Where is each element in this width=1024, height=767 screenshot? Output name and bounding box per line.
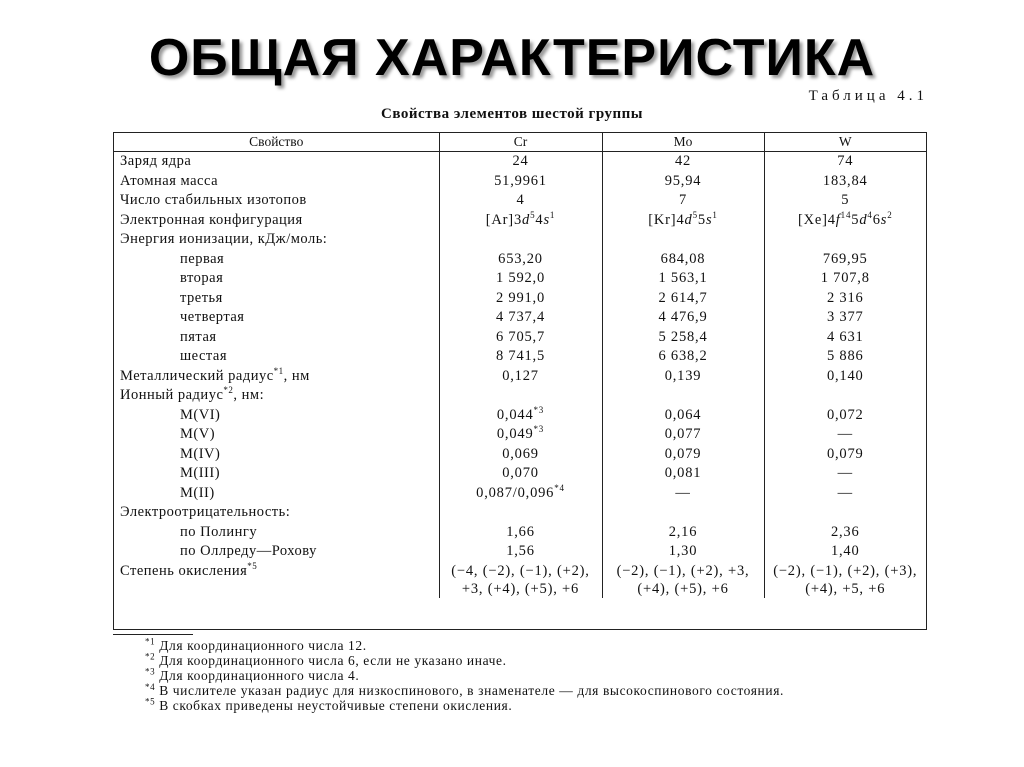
row-label: Электроотрицательность: bbox=[120, 504, 291, 520]
footnotes bbox=[113, 638, 925, 713]
table-row bbox=[114, 367, 926, 387]
table-row bbox=[114, 211, 926, 231]
table-row bbox=[114, 386, 926, 406]
cell-mo: $[Kr]4d^55s^1$ bbox=[602, 211, 764, 231]
table-row bbox=[114, 484, 926, 504]
table-header-row bbox=[114, 133, 926, 152]
cell-w: 1 707,8 bbox=[764, 269, 926, 289]
row-label: M(VI) bbox=[180, 406, 221, 423]
cell-w: 2 316 bbox=[764, 289, 926, 309]
header-w: W bbox=[764, 133, 926, 152]
cell-w: 0,079 bbox=[764, 445, 926, 465]
cell-cr: 0,049$^{*3}$ bbox=[439, 425, 602, 445]
table-row bbox=[114, 425, 926, 445]
table-row bbox=[114, 542, 926, 562]
cell-mo: 4 476,9 bbox=[602, 308, 764, 328]
footnote: $^{*2}$ Для координационного числа 6, если не указано иначе. bbox=[145, 651, 507, 668]
slide-title: ОБЩАЯ ХАРАКТЕРИСТИКА bbox=[148, 29, 876, 87]
cell-w: 1,40 bbox=[764, 542, 926, 562]
table-row bbox=[114, 445, 926, 465]
table-row bbox=[114, 269, 926, 289]
footnote: $^{*5}$ В скобках приведены неустойчивые степени окисления. bbox=[145, 696, 513, 713]
table-row bbox=[114, 503, 926, 523]
cell-w: 0,072 bbox=[764, 406, 926, 426]
row-label: вторая bbox=[180, 270, 224, 286]
table-row bbox=[114, 523, 926, 543]
cell-w: 769,95 bbox=[764, 250, 926, 270]
row-label: по Полингу bbox=[180, 523, 258, 540]
footnote: $^{*1}$ Для координационного числа 12. bbox=[145, 636, 367, 653]
table-row bbox=[114, 328, 926, 348]
cell-mo: 1 563,1 bbox=[602, 269, 764, 289]
row-label: M(III) bbox=[180, 465, 221, 481]
cell-mo: 6 638,2 bbox=[602, 347, 764, 367]
header-cr: Cr bbox=[439, 133, 602, 152]
cell-cr: 0,127 bbox=[439, 367, 602, 387]
row-label: Число стабильных изотопов bbox=[120, 192, 307, 208]
row-label: M(IV) bbox=[180, 445, 221, 462]
cell-w: 4 631 bbox=[764, 328, 926, 348]
cell-cr: 6 705,7 bbox=[439, 328, 602, 348]
cell-w: 0,140 bbox=[764, 367, 926, 387]
cell-w: 183,84 bbox=[764, 172, 926, 192]
cell-mo: 684,08 bbox=[602, 250, 764, 270]
row-label: третья bbox=[180, 289, 223, 306]
cell-cr: $[Ar]3d^54s^1$ bbox=[439, 211, 602, 231]
table-row bbox=[114, 464, 926, 484]
row-label: Энергия ионизации, кДж/моль: bbox=[120, 231, 328, 247]
cell-cr: 1,66 bbox=[439, 523, 602, 543]
table-number: Таблица 4.1 bbox=[808, 88, 928, 104]
footnote: $^{*3}$ Для координационного числа 4. bbox=[145, 666, 360, 683]
cell-mo: 7 bbox=[602, 191, 764, 211]
cell-cr: 1 592,0 bbox=[439, 269, 602, 289]
cell-cr: 0,044$^{*3}$ bbox=[439, 406, 602, 426]
table-caption: Свойства элементов шестой группы bbox=[381, 106, 643, 122]
table-row bbox=[114, 347, 926, 367]
cell-w: 2,36 bbox=[764, 523, 926, 543]
cell-mo: 42 bbox=[602, 152, 764, 172]
row-label: M(II) bbox=[180, 484, 215, 501]
cell-mo: (−2), (−1), (+2), +3, (+4), (+5), +6 bbox=[602, 562, 764, 598]
cell-w: 5 bbox=[764, 191, 926, 211]
table-row bbox=[114, 308, 926, 328]
cell-mo: 2,16 bbox=[602, 523, 764, 543]
cell-w: $[Xe]4f^{14}5d^46s^2$ bbox=[764, 211, 926, 231]
table-row bbox=[114, 191, 926, 211]
cell-w: — bbox=[764, 464, 926, 484]
table-row bbox=[114, 250, 926, 270]
row-label: Степень окисления$^{*5}$ bbox=[120, 560, 258, 579]
cell-mo: — bbox=[602, 484, 764, 504]
row-label: пятая bbox=[180, 328, 217, 345]
cell-mo: 0,079 bbox=[602, 445, 764, 465]
table-row bbox=[114, 562, 926, 598]
cell-mo: 0,064 bbox=[602, 406, 764, 426]
cell-mo: 95,94 bbox=[602, 172, 764, 192]
row-label: M(V) bbox=[180, 426, 216, 442]
cell-mo: 0,139 bbox=[602, 367, 764, 387]
cell-w: — bbox=[764, 484, 926, 504]
cell-w: (−2), (−1), (+2), (+3), (+4), +5, +6 bbox=[764, 562, 926, 598]
cell-w: 5 886 bbox=[764, 347, 926, 367]
cell-w: — bbox=[764, 425, 926, 445]
row-label: Атомная масса bbox=[120, 172, 219, 189]
row-label: Металлический радиус$^{*1}$, нм bbox=[120, 365, 310, 384]
cell-mo: 1,30 bbox=[602, 542, 764, 562]
cell-cr: 0,070 bbox=[439, 464, 602, 484]
row-label: первая bbox=[180, 250, 225, 267]
header-mo: Mo bbox=[602, 133, 764, 152]
row-label: по Оллреду—Рохову bbox=[180, 543, 317, 559]
table-row bbox=[114, 406, 926, 426]
footnote: $^{*4}$ В числителе указан радиус для низкоспинового, в знаменателе — для высокоспинового состояния. bbox=[145, 681, 784, 698]
table-row bbox=[114, 230, 926, 250]
cell-cr: (−4, (−2), (−1), (+2), +3, (+4), (+5), +6 bbox=[439, 562, 602, 598]
row-label: Заряд ядра bbox=[120, 153, 192, 169]
cell-mo: 5 258,4 bbox=[602, 328, 764, 348]
cell-w: 74 bbox=[764, 152, 926, 172]
cell-cr: 8 741,5 bbox=[439, 347, 602, 367]
cell-w: 3 377 bbox=[764, 308, 926, 328]
cell-cr: 0,087/0,096$^{*4}$ bbox=[439, 484, 602, 504]
row-label: шестая bbox=[180, 348, 228, 364]
cell-cr: 4 737,4 bbox=[439, 308, 602, 328]
cell-cr: 1,56 bbox=[439, 542, 602, 562]
cell-cr: 4 bbox=[439, 191, 602, 211]
row-label: Электронная конфигурация bbox=[120, 211, 303, 228]
header-property: Свойство bbox=[114, 133, 439, 152]
cell-cr: 24 bbox=[439, 152, 602, 172]
table-row bbox=[114, 152, 926, 172]
cell-cr: 51,9961 bbox=[439, 172, 602, 192]
table-row bbox=[114, 289, 926, 309]
footnote-divider bbox=[113, 634, 193, 635]
cell-cr: 0,069 bbox=[439, 445, 602, 465]
cell-mo: 0,077 bbox=[602, 425, 764, 445]
cell-mo: 0,081 bbox=[602, 464, 764, 484]
row-label: Ионный радиус$^{*2}$, нм: bbox=[120, 385, 265, 403]
cell-mo: 2 614,7 bbox=[602, 289, 764, 309]
table-row bbox=[114, 172, 926, 192]
properties-table bbox=[113, 132, 927, 630]
row-label: четвертая bbox=[180, 309, 245, 325]
cell-cr: 653,20 bbox=[439, 250, 602, 270]
cell-cr: 2 991,0 bbox=[439, 289, 602, 309]
